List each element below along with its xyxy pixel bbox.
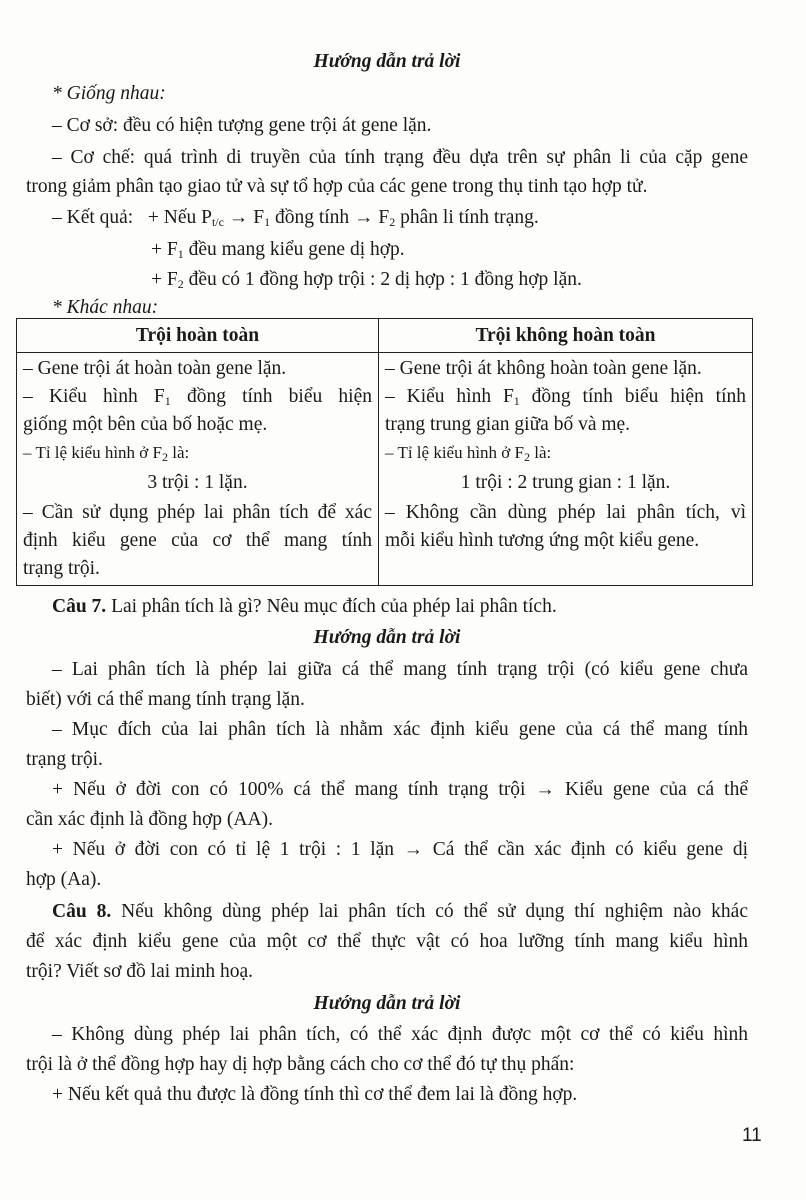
cell-text: trạng trội. [23,558,100,579]
paragraph: cần xác định là đồng hợp (AA). [26,809,273,830]
result-label: – Kết quả: [52,207,134,228]
text: + Nếu P [147,207,212,228]
paragraph: – Lai phân tích là phép lai giữa cá thể mang tính trạng trội (có kiểu gene chưa [52,659,748,680]
paragraph: trội là ở thể đồng hợp hay dị hợp bằng cách cho cơ thể đó tự thụ phấn: [26,1054,575,1075]
text: + F [151,269,178,290]
cell-text: mỗi kiểu hình tương ứng một kiểu gene. [385,530,700,551]
cell-text [23,385,372,409]
subscript: 1 [513,394,520,408]
question-text: Nếu không dùng phép lai phân tích có thể sử dụng thí nghiệm nào khác [111,901,748,922]
text: – Tỉ lệ kiểu hình ở F [385,443,525,462]
answer-heading: Hướng dẫn trả lời [313,627,461,648]
text: → F [223,207,265,228]
question-text: Lai phân tích là gì? Nêu mục đích của phép lai phân tích. [106,596,557,617]
cell-text: – Gene trội át không hoàn toàn gene lặn. [385,358,702,379]
cell-text: – Cần sử dụng phép lai phân tích để xác [23,502,372,523]
result-line-2 [26,238,748,262]
paragraph: trong giảm phân tạo giao tử và sự tổ hợp của các gene trong thụ tinh tạo hợp tử. [26,176,648,197]
header-incomplete-dominance: Trội không hoàn toàn [379,319,753,353]
text: là: [168,443,190,462]
paragraph: trội? Viết sơ đồ lai minh hoạ. [26,961,254,982]
question-7 [26,595,748,619]
paragraph: trạng trội. [26,749,103,770]
cell-text: định kiểu gene của cơ thể mang tính [23,530,372,551]
subscript: t/c [211,215,224,229]
cell-text: 3 trội : 1 lặn. [147,472,248,493]
text: đều mang kiểu gene dị hợp. [183,239,405,260]
answer-heading: Hướng dẫn trả lời [313,51,461,72]
text: đồng tính biểu hiện tính [519,386,746,407]
subscript: 2 [177,277,184,291]
text: + F [151,239,178,260]
result-line-3 [26,268,748,292]
table-row [17,353,753,586]
header-complete-dominance: Trội hoàn toàn [17,319,379,353]
result-line-1 [26,206,748,230]
different-title: * Khác nhau: [52,297,159,318]
paragraph: – Cơ sở: đều có hiện tượng gene trội át gene lặn. [52,115,432,136]
subscript: 2 [524,450,531,464]
paragraph: biết) với cá thể mang tính trạng lặn. [26,689,305,710]
paragraph: – Cơ chế: quá trình di truyền của tính trạng đều dựa trên sự phân li của cặp gene [52,147,748,168]
page-number: 11 [742,1125,762,1146]
paragraph: – Mục đích của lai phân tích là nhằm xác định kiểu gene của cá thể mang tính [52,719,748,740]
similar-title: * Giống nhau: [52,83,166,104]
paragraph: + Nếu ở đời con có tỉ lệ 1 trội : 1 lặn → Cá thể cần xác định có kiểu gene dị [52,839,748,860]
text: – Kiểu hình F [385,386,514,407]
table-header-row [17,319,753,353]
text: đều có 1 đồng hợp trội : 2 dị hợp : 1 đồng hợp lặn. [183,269,582,290]
question-label: Câu 7. [52,596,107,617]
text: – Kiểu hình F [23,386,165,407]
paragraph: để xác định kiểu gene của một cơ thể thực vật có hoa lưỡng tính mang kiểu hình [26,931,748,952]
cell-text: – Gene trội át hoàn toàn gene lặn. [23,358,287,379]
text: – Tỉ lệ kiểu hình ở F [23,443,163,462]
paragraph: – Không dùng phép lai phân tích, có thể xác định được một cơ thể có kiểu hình [52,1024,748,1045]
cell-text [385,385,746,409]
paragraph: + Nếu kết quả thu được là đồng tính thì cơ thể đem lai là đồng hợp. [52,1084,578,1105]
subscript: 1 [177,247,184,261]
subscript: 2 [389,215,396,229]
text: phân li tính trạng. [395,207,539,228]
subscript: 1 [164,394,171,408]
subscript: 2 [162,450,169,464]
paragraph: + Nếu ở đời con có 100% cá thể mang tính trạng trội → Kiểu gene của cá thể [52,779,748,800]
answer-heading: Hướng dẫn trả lời [313,993,461,1014]
text: là: [530,443,552,462]
cell-text: giống một bên của bố hoặc mẹ. [23,414,268,435]
cell-text: 1 trội : 2 trung gian : 1 lặn. [460,472,671,493]
question-label: Câu 8. [52,901,112,922]
cell-text [385,441,746,465]
cell-text: trạng trung gian giữa bố và mẹ. [385,414,631,435]
cell-complete-dominance [17,353,379,586]
text: đồng tính → F [270,207,390,228]
comparison-table [16,318,753,586]
cell-text: – Không cần dùng phép lai phân tích, vì [385,502,746,523]
paragraph: hợp (Aa). [26,869,102,890]
question-8 [26,900,748,924]
subscript: 1 [264,215,271,229]
cell-incomplete-dominance [379,353,753,586]
cell-text [23,441,372,465]
text: đồng tính biểu hiện [170,386,372,407]
